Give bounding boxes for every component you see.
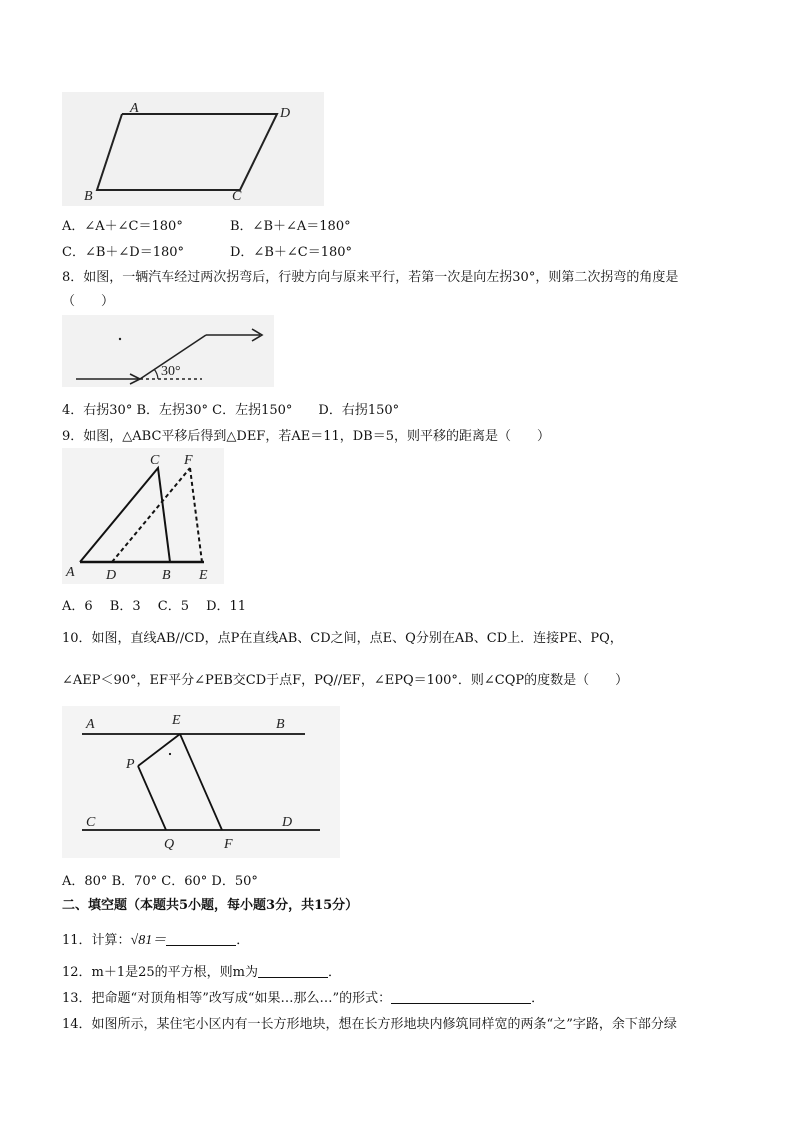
angle-label: 30°: [161, 364, 181, 379]
label-f: F: [184, 453, 193, 468]
parallel-lines-figure: [62, 706, 340, 858]
label-b: B: [276, 717, 285, 732]
q8-options: 4．右拐30° B．左拐30° C．左拐150° D．右拐150°: [62, 403, 400, 418]
label-c: C: [232, 189, 242, 204]
label-p: P: [126, 757, 135, 772]
q9-question: 9．如图，△ABC平移后得到△DEF，若AE＝11，DB＝5，则平移的距离是（ ）: [62, 429, 550, 444]
q7-option-d: D．∠B＋∠C＝180°: [230, 245, 353, 260]
q12-answer-blank[interactable]: [258, 965, 328, 978]
q13-question: [62, 987, 544, 1006]
label-b: B: [84, 189, 93, 204]
q14-question: 14．如图所示，某住宅小区内有一长方形地块，想在长方形地块内修筑同样宽的两条“之”字路，余下部分绿: [62, 1017, 677, 1032]
label-d: D: [282, 815, 293, 830]
label-b: B: [162, 568, 171, 583]
q7-option-c: C．∠B＋∠D＝180°: [62, 245, 185, 260]
q7-option-a: A．∠A＋∠C＝180°: [62, 219, 183, 234]
label-a: A: [130, 101, 139, 116]
label-d: D: [106, 568, 117, 583]
section-heading: 二、填空题（本题共5小题，每小题3分，共15分）: [62, 898, 359, 913]
label-q: Q: [164, 837, 175, 852]
q7-option-b: B．∠B＋∠A＝180°: [230, 219, 351, 234]
label-d: D: [280, 106, 291, 121]
q11-answer-blank[interactable]: [166, 933, 236, 946]
q13-prefix: 13．把命题“对顶角相等”改写成“如果…那么…”的形式：: [62, 991, 392, 1006]
q10-question-line1: 10．如图，直线AB//CD，点P在直线AB、CD之间，点E、Q分别在AB、CD上．连接PE、PQ，: [62, 631, 623, 646]
parallelogram-figure: [62, 92, 324, 206]
q11-prefix: 11．计算：: [62, 933, 131, 948]
q11-expression: √81＝: [130, 933, 167, 948]
q12-question: [62, 961, 341, 980]
q8-question-line2: （ ）: [62, 294, 115, 309]
q9-options: A．6 B．3 C．5 D．11: [62, 599, 247, 614]
q10-options: A．80° B．70° C．60° D．50°: [62, 874, 258, 889]
label-f: F: [224, 837, 233, 852]
triangle-translation-figure: [62, 448, 224, 584]
label-e: E: [172, 713, 181, 728]
q12-prefix: 12．m＋1是25的平方根，则m为: [62, 965, 259, 980]
car-turn-figure: [62, 315, 274, 387]
q13-suffix: ．: [531, 991, 545, 1006]
label-a: A: [66, 565, 75, 580]
label-c: C: [86, 815, 96, 830]
q11-question: [62, 929, 249, 949]
label-a: A: [86, 717, 95, 732]
q11-suffix: ．: [236, 933, 250, 948]
label-c: C: [150, 453, 160, 468]
q13-answer-blank[interactable]: [391, 991, 531, 1004]
q8-question-line1: 8．如图，一辆汽车经过两次拐弯后，行驶方向与原来平行，若第一次是向左拐30°，则第二次拐弯的角度是: [62, 270, 679, 285]
q10-question-line2: ∠AEP＜90°，EF平分∠PEB交CD于点F，PQ//EF，∠EPQ＝100°．则∠CQP的度数是（ ）: [62, 673, 629, 688]
label-e: E: [199, 568, 208, 583]
q12-suffix: ．: [328, 965, 342, 980]
